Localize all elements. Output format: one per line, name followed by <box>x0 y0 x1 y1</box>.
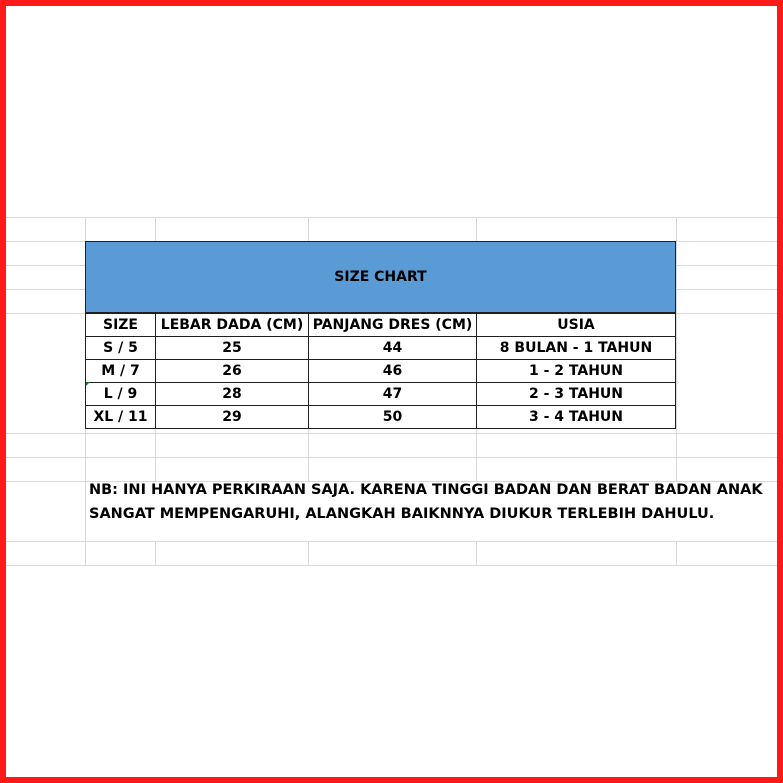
cell-lebar-dada: 28 <box>156 383 309 406</box>
cell-lebar-dada: 25 <box>156 337 309 360</box>
note-line-1: NB: INI HANYA PERKIRAAN SAJA. KARENA TINGGI BADAN DAN BERAT BADAN ANAK <box>89 482 763 498</box>
column-header-panjang-dres: PANJANG DRES (CM) <box>309 314 477 337</box>
note-line-2: SANGAT MEMPENGARUHI, ALANGKAH BAIKNNYA DIUKUR TERLEBIH DAHULU. <box>89 506 715 522</box>
cell-lebar-dada: 26 <box>156 360 309 383</box>
cell-usia: 1 - 2 TAHUN <box>477 360 676 383</box>
column-header-usia: USIA <box>477 314 676 337</box>
cell-panjang-dres: 47 <box>309 383 477 406</box>
cell-lebar-dada: 29 <box>156 406 309 429</box>
column-header-size: SIZE <box>86 314 156 337</box>
cell-usia: 3 - 4 TAHUN <box>477 406 676 429</box>
cell-usia: 2 - 3 TAHUN <box>477 383 676 406</box>
cell-size: M / 7 <box>86 360 156 383</box>
cell-panjang-dres: 50 <box>309 406 477 429</box>
cell-panjang-dres: 46 <box>309 360 477 383</box>
cell-panjang-dres: 44 <box>309 337 477 360</box>
cell-usia: 8 BULAN - 1 TAHUN <box>477 337 676 360</box>
cell-size: S / 5 <box>86 337 156 360</box>
cell-size: XL / 11 <box>86 406 156 429</box>
column-header-lebar-dada: LEBAR DADA (CM) <box>156 314 309 337</box>
size-chart-title: SIZE CHART <box>85 241 676 313</box>
cell-size: L / 9 <box>86 383 156 406</box>
